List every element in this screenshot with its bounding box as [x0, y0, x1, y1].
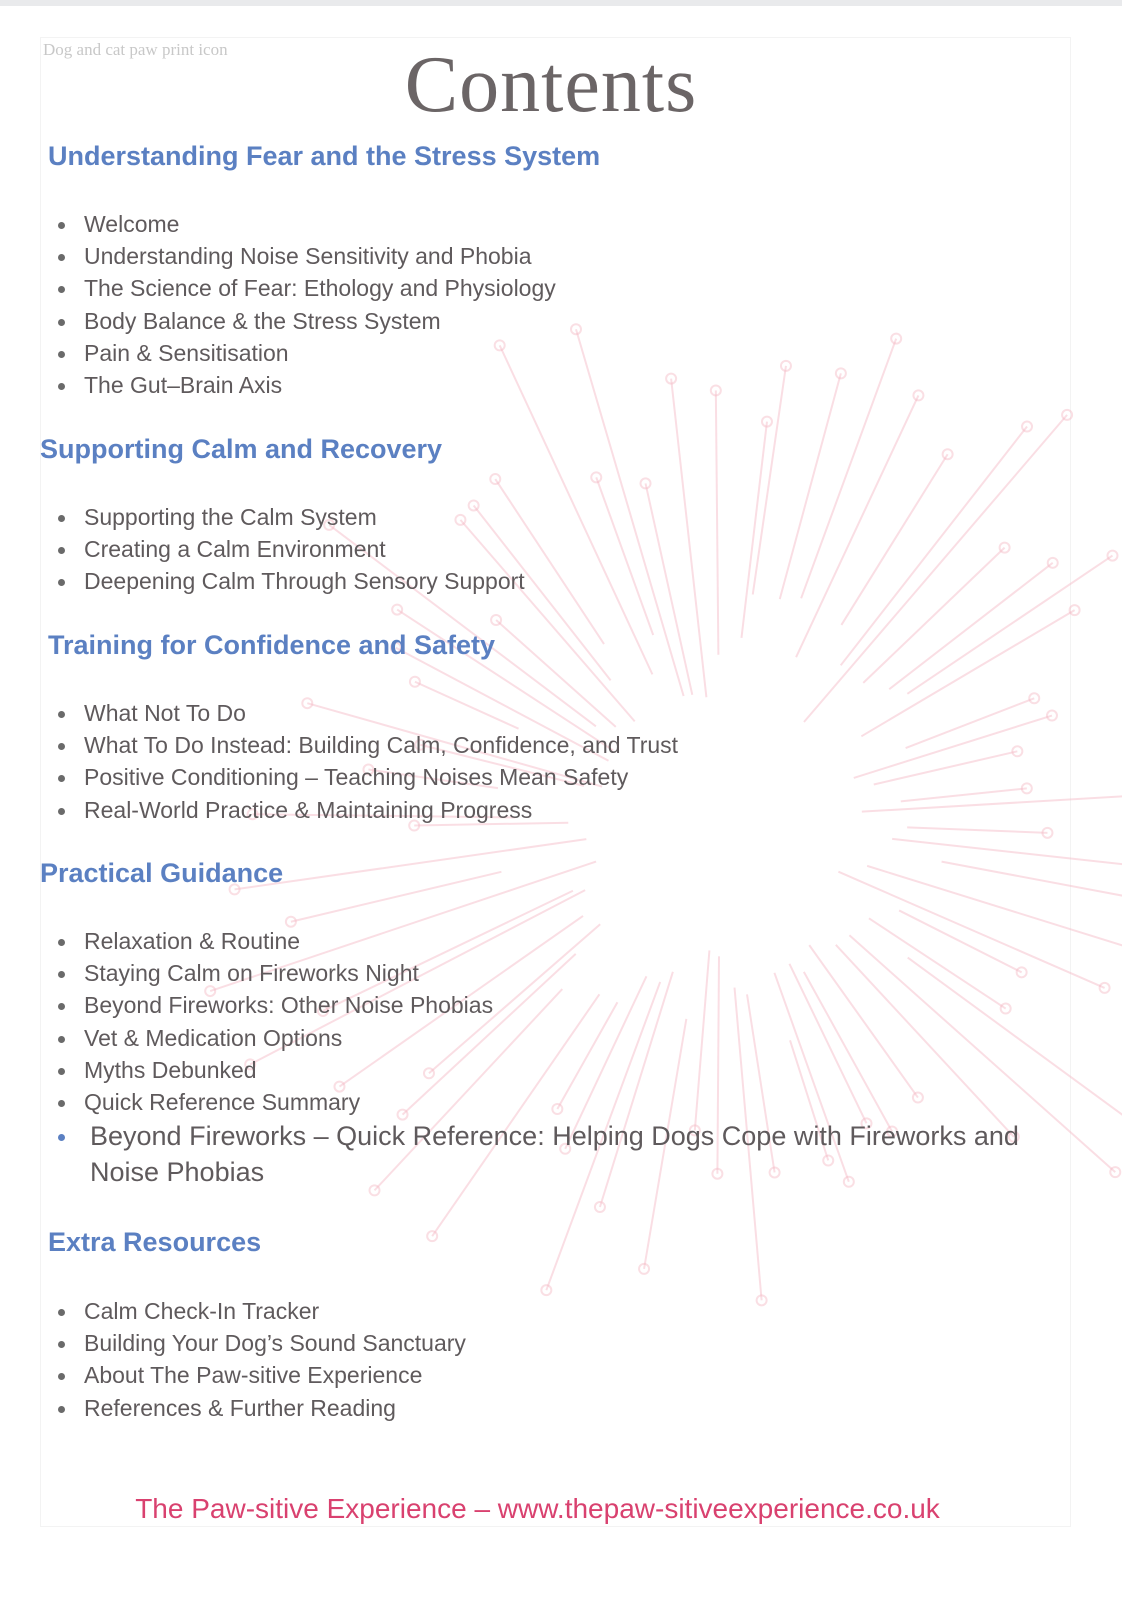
firework-spark [1070, 605, 1080, 615]
toc-item[interactable]: What Not To Do [58, 697, 678, 729]
toc-item-highlighted[interactable]: Beyond Fireworks – Quick Reference: Helping Dogs Cope with Fireworks and Noise Phobias [58, 1118, 1050, 1190]
section-heading[interactable]: Extra Resources [48, 1227, 262, 1257]
section-heading[interactable]: Understanding Fear and the Stress System [48, 141, 601, 171]
toc-item[interactable]: Building Your Dog’s Sound Sanctuary [58, 1327, 466, 1359]
toc-item[interactable]: Understanding Noise Sensitivity and Phobia [58, 240, 556, 272]
section-list [58, 208, 556, 401]
toc-item[interactable]: Deepening Calm Through Sensory Support [58, 565, 525, 597]
toc-item[interactable]: What To Do Instead: Building Calm, Confidence, and Trust [58, 729, 678, 761]
firework-spark [1107, 551, 1117, 561]
toc-item[interactable]: Quick Reference Summary [58, 1086, 1050, 1118]
toc-item[interactable]: Creating a Calm Environment [58, 533, 525, 565]
top-bar [0, 0, 1122, 6]
toc-item[interactable]: The Gut–Brain Axis [58, 369, 556, 401]
toc-item[interactable]: Staying Calm on Fireworks Night [58, 957, 1050, 989]
paw-print-icon-alt-text: Dog and cat paw print icon [43, 40, 228, 59]
toc-item[interactable]: Calm Check-In Tracker [58, 1295, 466, 1327]
section-list [58, 697, 678, 826]
footer-website[interactable]: The Paw-sitive Experience – www.thepaw-sitiveexperience.co.uk [135, 1493, 940, 1524]
section-heading[interactable]: Supporting Calm and Recovery [40, 434, 443, 464]
firework-spark [1110, 1167, 1120, 1177]
section-list [58, 501, 525, 598]
section-heading[interactable]: Training for Confidence and Safety [48, 630, 496, 660]
toc-item[interactable]: About The Paw-sitive Experience [58, 1359, 466, 1391]
toc-item[interactable]: Myths Debunked [58, 1054, 1050, 1086]
toc-item[interactable]: Beyond Fireworks: Other Noise Phobias [58, 989, 1050, 1021]
firework-spark [1100, 983, 1110, 993]
toc-item[interactable]: Real-World Practice & Maintaining Progress [58, 794, 678, 826]
section-list [58, 1295, 466, 1424]
toc-item[interactable]: Pain & Sensitisation [58, 337, 556, 369]
toc-item[interactable]: Welcome [58, 208, 556, 240]
toc-item[interactable]: Supporting the Calm System [58, 501, 525, 533]
toc-item[interactable]: The Science of Fear: Ethology and Physiology [58, 272, 556, 304]
toc-item[interactable]: Relaxation & Routine [58, 925, 1050, 957]
toc-item[interactable]: References & Further Reading [58, 1392, 466, 1424]
toc-item[interactable]: Vet & Medication Options [58, 1022, 1050, 1054]
toc-item[interactable]: Body Balance & the Stress System [58, 305, 556, 337]
toc-item[interactable]: Positive Conditioning – Teaching Noises Mean Safety [58, 761, 678, 793]
section-list [58, 925, 1050, 1190]
section-heading[interactable]: Practical Guidance [40, 858, 284, 888]
page-title: Contents [404, 41, 698, 129]
